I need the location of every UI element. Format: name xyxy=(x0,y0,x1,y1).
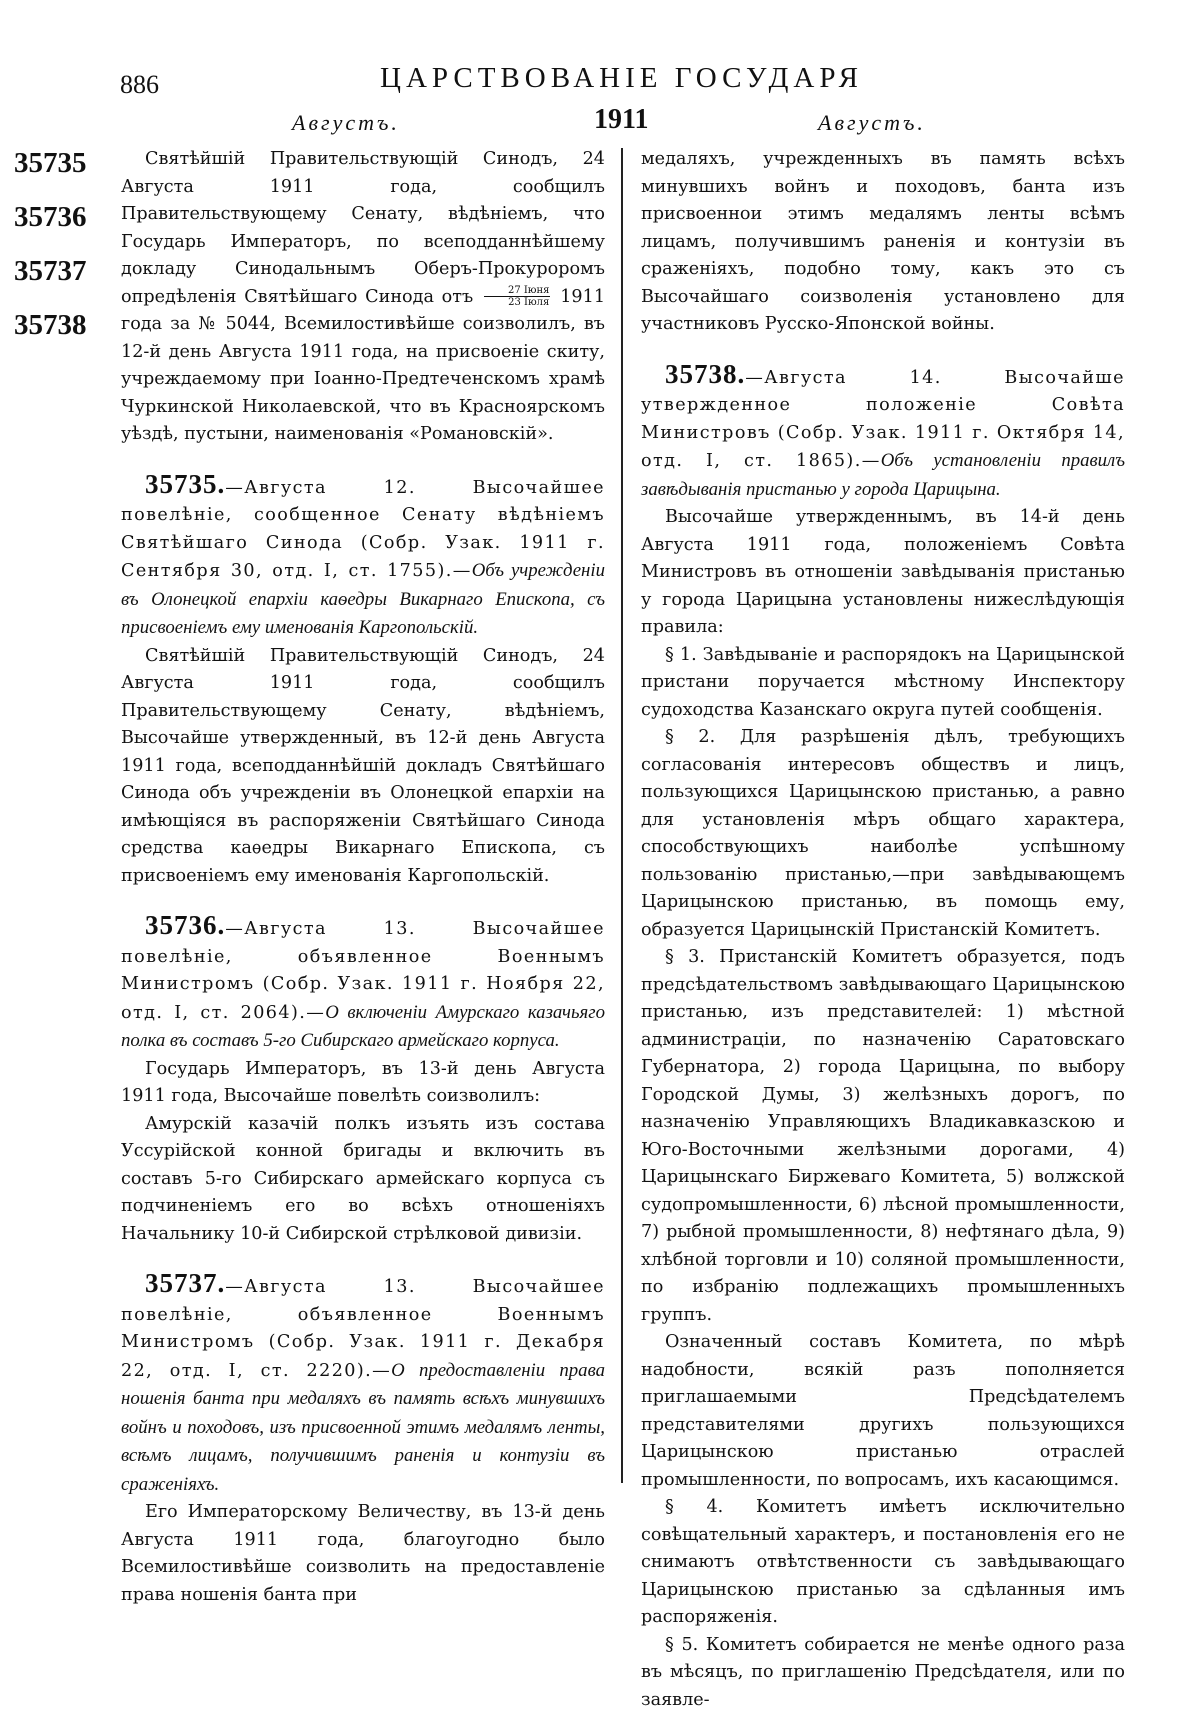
act-body: Святѣйшій Правительствующій Синодъ, 24 Августа 1911 года, сообщилъ Правительствующему Сенату, вѣдѣніемъ, Высочайше утвержденный, въ 12-й день Августа 1911 года, всеподданнѣйшій докладъ Святѣйшаго Синода объ учрежденіи въ Олонецкой епархіи на имѣющіяся въ распоряженіи Святѣйшаго Синода средства каѳедры Викарнаго Епископа, съ присвоеніемъ ему именованія Каргопольскій. xyxy=(121,643,605,891)
section-paragraph: § 2. Для разрѣшенія дѣлъ, требующихъ согласованія интересовъ обществъ и лицъ, пользующихся Царицынскою пристанью, а равно для установленія мѣръ общаго характера, способствующихъ наиболѣе успѣшному пользованію пристанью,—при завѣдывающемъ Царицынскою пристанью, въ помощь ему, образуется Царицынскій Пристанскій Комитетъ. xyxy=(641,724,1125,944)
act-heading xyxy=(121,471,605,643)
act-body: Высочайше утвержденнымъ, въ 14-й день Августа 1911 года, положеніемъ Совѣта Министровъ въ отношеніи завѣдыванія пристанью у города Царицына установлены нижеслѣдующія правила: xyxy=(641,504,1125,642)
intro-text-a: Святѣйшій Правительствующій Синодъ, 24 Августа 1911 года, сообщилъ Правительствующему Сенату, вѣдѣніемъ, что Государь Императоръ, по всеподданнѣйшему докладу Синодальнымъ Оберъ-Прокуроромъ опредѣленія Святѣйшаго Синода отъ xyxy=(121,149,605,307)
act-number: 35738. xyxy=(665,359,745,389)
fraction-top: 27 Іюня xyxy=(484,285,550,297)
act-35735 xyxy=(121,471,605,891)
act-body: Амурскій казачій полкъ изъять изъ состава Уссурійской конной бригады и включить въ составъ 5-го Сибирскаго армейскаго корпуса съ подчиненіемъ его во всѣхъ отношеніяхъ Начальнику 10-й Сибирской стрѣлковой дивизіи. xyxy=(121,1111,605,1249)
act-title: Объ учрежденіи въ Олонецкой епархіи каѳедры Викарнаго Епископа, съ присвоеніемъ ему именованія Каргопольскій. xyxy=(121,560,605,638)
date-fraction xyxy=(484,285,550,308)
year: 1911 xyxy=(594,104,648,136)
margin-number: 35736 xyxy=(14,200,118,254)
act-heading xyxy=(641,361,1125,505)
act-35737 xyxy=(121,1270,605,1609)
intro-paragraph xyxy=(121,146,605,449)
margin-number: 35737 xyxy=(14,254,118,308)
margin-numbers xyxy=(14,146,118,362)
act-header: —Августа 13. Высочайшее повелѣніе, объявленное Военнымъ Министромъ (Собр. Узак. 1911 г. Декабря 22, отд. I, ст. 2220).— xyxy=(121,1277,605,1381)
continuation-paragraph: медаляхъ, учрежденныхъ въ память всѣхъ минувшихъ войнъ и походовъ, банта изъ присвоеннои этимъ медалямъ ленты всѣмъ лицамъ, получившимъ раненія и контузіи въ сраженіяхъ, подобно тому, какъ это съ Высочайшаго соизволенія установлено для участниковъ Русско-Японской войны. xyxy=(641,146,1125,339)
act-number: 35736. xyxy=(145,910,225,940)
act-heading xyxy=(121,1270,605,1499)
act-body: Его Императорскому Величеству, въ 13-й день Августа 1911 года, благоугодно было Всемилостивѣйше соизволить на предоставленіе права ношенія банта при xyxy=(121,1499,605,1609)
margin-number: 35738 xyxy=(14,308,118,362)
act-body: Государь Императоръ, въ 13-й день Августа 1911 года, Высочайше повелѣть соизволилъ: xyxy=(121,1056,605,1111)
column-divider xyxy=(621,148,623,1483)
page-number: 886 xyxy=(120,70,159,100)
act-35736 xyxy=(121,912,605,1248)
act-title: Объ установленіи правилъ завѣдыванія пристанью у города Царицына. xyxy=(641,450,1125,500)
fraction-bottom: 23 Іюля xyxy=(484,297,550,308)
margin-number: 35735 xyxy=(14,146,118,200)
act-title: О включеніи Амурскаго казачьяго полка въ составъ 5-го Сибирскаго армейскаго корпуса. xyxy=(121,1002,605,1052)
left-column xyxy=(121,146,605,1609)
intro-text-b: 1911 года за № 5044, Всемилостивѣйше соизволилъ, въ 12-й день Августа 1911 года, на присвоеніе скиту, учреждаемому при Іоанно-Предтеченскомъ храмѣ Чуркинской Николаевской, что въ Красноярскомъ уѣздѣ, пустыни, наименованія «Романовскій». xyxy=(121,287,605,445)
act-header: —Августа 13. Высочайшее повелѣніе, объявленное Военнымъ Министромъ (Собр. Узак. 1911 г. Ноября 22, отд. I, ст. 2064).— xyxy=(121,919,605,1023)
section-paragraph: § 3. Пристанскій Комитетъ образуется, подъ предсѣдательствомъ завѣдывающаго Царицынскою пристанью, изъ представителей: 1) мѣстной администраціи, по назначенію Саратовскаго Губернатора, 2) города Царицына, по выбору Городской Думы, 3) желѣзныхъ дорогъ, по назначенію Управляющихъ Владикавказскою и Юго-Восточными желѣзными дорогами, 4) Царицынскаго Биржеваго Комитета, 5) волжской судопромышленности, 6) лѣсной промышленности, 7) рыбной промышленности, 8) нефтянаго дѣла, 9) хлѣбной торговли и 10) соляной промышленности, по избранію подлежащихъ промышленныхъ группъ. xyxy=(641,944,1125,1329)
running-title: ЦАРСТВОВАНІЕ ГОСУДАРЯ xyxy=(380,62,863,95)
section-paragraph: § 1. Завѣдываніе и распорядокъ на Царицынской пристани поручается мѣстному Инспектору судоходства Казанскаго округа путей сообщенія. xyxy=(641,642,1125,725)
right-column xyxy=(641,146,1125,1714)
month-right: Августъ. xyxy=(818,110,926,136)
act-title: О предоставленіи права ношенія банта при медаляхъ въ память всѣхъ минувшихъ войнъ и походовъ, изъ присвоенной этимъ медалямъ ленты, всѣмъ лицамъ, получившимъ раненія и контузіи въ сраженіяхъ. xyxy=(121,1360,605,1495)
section-paragraph: § 5. Комитетъ собирается не менѣе одного раза въ мѣсяцъ, по приглашенію Предсѣдателя, или по заявле- xyxy=(641,1632,1125,1714)
month-left: Августъ. xyxy=(292,110,400,136)
act-number: 35735. xyxy=(145,469,225,499)
act-header: —Августа 14. Высочайше утвержденное положеніе Совѣта Министровъ (Собр. Узак. 1911 г. Октября 14, отд. I, ст. 1865).— xyxy=(641,368,1125,472)
section-paragraph: Означенный составъ Комитета, по мѣрѣ надобности, всякій разъ пополняется приглашаемыми Предсѣдателемъ представителями другихъ пользующихся Царицынскою пристанью отраслей промышленности, по вопросамъ, ихъ касающимся. xyxy=(641,1329,1125,1494)
act-header: —Августа 12. Высочайшее повелѣніе, сообщенное Сенату вѣдѣніемъ Святѣйшаго Синода (Собр. Узак. 1911 г. Сентября 30, отд. I, ст. 1755).— xyxy=(121,478,605,582)
act-number: 35737. xyxy=(145,1268,225,1298)
act-heading xyxy=(121,912,605,1056)
act-35738 xyxy=(641,361,1125,1714)
section-paragraph: § 4. Комитетъ имѣетъ исключительно совѣщательный характеръ, и постановленія его не снимаютъ отвѣтственности съ завѣдывающаго Царицынскою пристанью за сдѣланныя имъ распоряженія. xyxy=(641,1494,1125,1632)
